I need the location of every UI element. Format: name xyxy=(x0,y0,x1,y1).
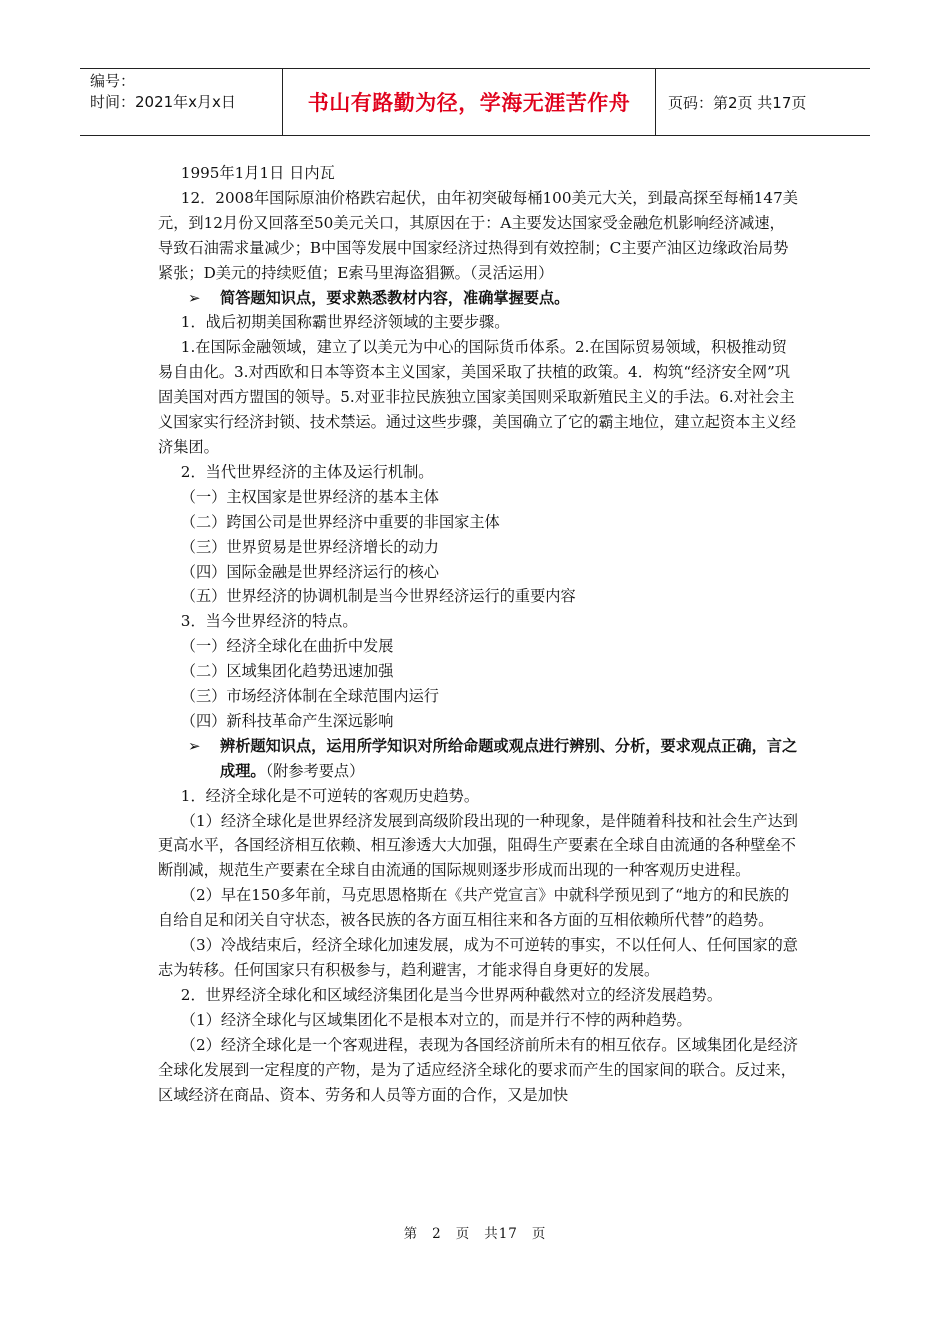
list-item: （三）市场经济体制在全球范围内运行 xyxy=(180,687,439,706)
paragraph-oil-price: 12．2008年国际原油价格跌宕起伏，由年初突破每桶100美元大关，到最高探至每桶147美元，到12月份又回落至50美元关口，其原因在于：A主要发达国家受金融危机影响经济减速，导致石油需求量减少；B中国等发展中国家经济过热得到有效控制；C主要产油区边缘政治局势紧张；D美元的持续贬值；E索马里海盗猖獗。（灵活运用） xyxy=(158,188,798,282)
paragraph-date: 1995年1月1日 日内瓦 xyxy=(180,164,335,182)
list-item: （一）主权国家是世界经济的基本主体 xyxy=(180,487,439,506)
header-meta xyxy=(80,69,283,135)
question-1: 1．战后初期美国称霸世界经济领域的主要步骤。 xyxy=(180,313,510,332)
list-item: （二）跨国公司是世界经济中重要的非国家主体 xyxy=(180,512,500,531)
question-3: 3．当今世界经济的特点。 xyxy=(180,612,358,631)
number-label: 编号： xyxy=(90,72,136,90)
page-footer xyxy=(0,1222,950,1242)
discussion-1-point-3: （3）冷战结束后，经济全球化加速发展，成为不可逆转的事实，不以任何人、任何国家的意志为转移。任何国家只有积极参与，趋利避害，才能求得自身更好的发展。 xyxy=(158,936,798,979)
header-motto-cell xyxy=(283,69,656,135)
section-heading-text: 辨析题知识点，运用所学知识对所给命题或观点进行辨别、分析，要求观点正确，言之成理。 xyxy=(220,736,798,780)
discussion-1-point-1: （1）经济全球化是世界经济发展到高级阶段出现的一种现象，是伴随着科技和社会生产达到更高水平，各国经济相互依赖、相互渗透大大加强，阻碍生产要素在全球自由流通的各种壁垒不断削减，规范生产要素在全球自由流通的国际规则逐步形成而出现的一种客观历史进程。 xyxy=(158,811,798,880)
discussion-2: 2．世界经济全球化和区域经济集团化是当今世界两种截然对立的经济发展趋势。 xyxy=(180,985,723,1004)
list-item: （三）世界贸易是世界经济增长的动力 xyxy=(180,537,439,556)
bullet-arrow-icon: ➢ xyxy=(188,736,201,755)
question-2: 2．当代世界经济的主体及运行机制。 xyxy=(180,462,434,481)
footer-ye2: 页 xyxy=(531,1226,547,1242)
time-label: 时间：2021年x月x日 xyxy=(90,93,236,111)
section-short-answer xyxy=(158,286,798,311)
section-discrimination xyxy=(158,734,798,784)
list-item: （四）国际金融是世界经济运行的核心 xyxy=(180,562,439,581)
section-note: （附参考要点） xyxy=(265,761,365,780)
answer-1: 1.在国际金融领域，建立了以美元为中心的国际货币体系。2.在国际贸易领域，积极推动贸易自由化。3.对西欧和日本等资本主义国家，美国采取了扶植的政策。4．构筑“经济安全网”巩固美国对西方盟国的领导。5.对亚非拉民族独立国家美国则采取新殖民主义的手法。6.对社会主义国家实行经济封锁、技术禁运。通过这些步骤，美国确立了它的霸主地位，建立起资本主义经济集团。 xyxy=(158,338,796,456)
bullet-arrow-icon: ➢ xyxy=(188,288,201,307)
discussion-2-point-2: （2）经济全球化是一个客观进程，表现为各国经济前所未有的相互依存。区域集团化是经济全球化发展到一定程度的产物，是为了适应经济全球化的要求而产生的国家间的联合。反过来，区域经济在商品、资本、劳务和人员等方面的合作，又是加快 xyxy=(158,1035,798,1104)
list-item: （五）世界经济的协调机制是当今世界经济运行的重要内容 xyxy=(180,587,576,606)
footer-total-pages: 17 xyxy=(498,1226,518,1242)
section-heading: 简答题知识点，要求熟悉教材内容，准确掌握要点。 xyxy=(220,288,570,307)
footer-ye: 页 xyxy=(455,1226,471,1242)
discussion-1-point-2: （2）早在150多年前，马克思恩格斯在《共产党宣言》中就科学预见到了“地方的和民族的自给自足和闭关自守状态，被各民族的各方面互相往来和各方面的互相依赖所代替”的趋势。 xyxy=(158,886,790,930)
section-heading xyxy=(220,734,798,784)
discussion-2-point-1: （1）经济全球化与区域集团化不是根本对立的，而是并行不悖的两种趋势。 xyxy=(180,1010,692,1029)
document-body xyxy=(158,161,798,1107)
motto-text: 书山有路勤为径，学海无涯苦作舟 xyxy=(307,91,631,115)
list-item: （四）新科技革命产生深远影响 xyxy=(180,711,394,730)
list-item: （二）区域集团化趋势迅速加强 xyxy=(180,662,394,681)
page-header xyxy=(80,68,870,136)
discussion-1: 1．经济全球化是不可逆转的客观历史趋势。 xyxy=(180,786,480,805)
list-item: （一）经济全球化在曲折中发展 xyxy=(180,637,394,656)
footer-page-number: 2 xyxy=(432,1226,442,1242)
footer-di: 第 xyxy=(403,1226,419,1242)
header-page-info: 页码：第2页 共17页 xyxy=(668,93,807,112)
footer-gong: 共 xyxy=(484,1226,499,1242)
